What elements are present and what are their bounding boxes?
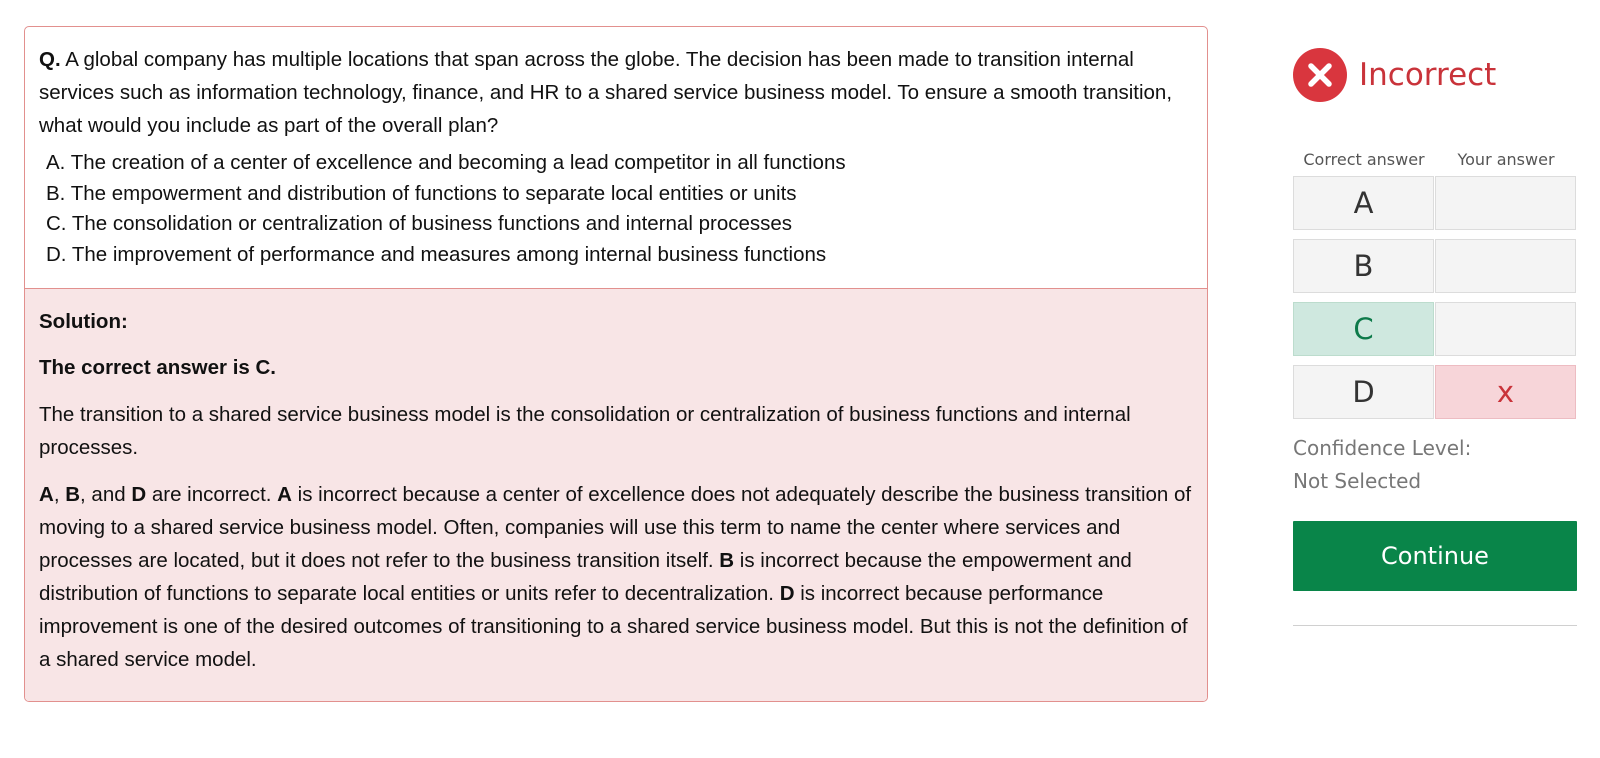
incorrect-explanation xyxy=(39,478,1193,676)
confidence-label: Confidence Level: xyxy=(1293,436,1472,460)
your-answer-header: Your answer xyxy=(1457,150,1555,169)
option-a: A. The creation of a center of excellence and becoming a lead competitor in all functions xyxy=(46,151,846,174)
text-segment: , and xyxy=(80,483,132,506)
correct-cell-a: A xyxy=(1293,176,1434,230)
answer-row-b xyxy=(1293,239,1576,293)
text-segment: is incorrect because the empowerment and distribution of functions to separate local entities or units refer to decentralization. xyxy=(39,549,1132,605)
answer-row-c xyxy=(1293,302,1576,356)
x-circle-icon xyxy=(1293,48,1347,102)
correct-cell-d: D xyxy=(1293,365,1434,419)
text-segment: are incorrect. xyxy=(146,483,278,506)
answer-table xyxy=(1293,176,1576,428)
answer-row-a xyxy=(1293,176,1576,230)
text-segment: , xyxy=(53,483,66,506)
solution-heading: Solution: xyxy=(39,310,128,333)
ref-b: B xyxy=(65,483,81,506)
ref-b: B xyxy=(719,549,735,572)
correct-answer-header: Correct answer xyxy=(1303,150,1425,169)
answer-row-d xyxy=(1293,365,1576,419)
status-label: Incorrect xyxy=(1359,57,1497,93)
option-c: C. The consolidation or centralization of business functions and internal processes xyxy=(46,212,793,235)
text-segment: is incorrect because performance improvement is one of the desired outcomes of transitioning to a shared service business model. But this is not the definition of a shared service model. xyxy=(39,582,1188,671)
text-segment: is incorrect because a center of excellence does not adequately describe the business transition of moving to a shared service business model. Often, companies will use this term to name the center where services and processes are located, but it does not refer to the business transition itself. xyxy=(39,483,1192,572)
solution-section xyxy=(25,289,1207,702)
ref-d: D xyxy=(131,483,147,506)
your-cell-c xyxy=(1435,302,1576,356)
question-card xyxy=(24,26,1208,702)
ref-d: D xyxy=(779,582,795,605)
correct-cell-b: B xyxy=(1293,239,1434,293)
continue-button[interactable]: Continue xyxy=(1293,521,1577,591)
option-d: D. The improvement of performance and measures among internal business functions xyxy=(46,242,827,266)
answer-table-header xyxy=(1293,150,1578,169)
correct-answer-line: The correct answer is C. xyxy=(39,356,276,379)
correct-cell-c: C xyxy=(1293,302,1434,356)
solution-explanation: The transition to a shared service business model is the consolidation or centralization of business functions and internal processes. xyxy=(39,403,1131,459)
question-section xyxy=(25,27,1207,289)
your-cell-a xyxy=(1435,176,1576,230)
question-body: A global company has multiple locations that span across the globe. The decision has been made to transition internal services such as information technology, finance, and HR to a shared service business model. To ensure a smooth transition, what would you include as part of the overall plan? xyxy=(39,48,1173,137)
ref-a: A xyxy=(39,483,54,506)
your-cell-d: x xyxy=(1435,365,1576,419)
question-prefix: Q. xyxy=(39,48,61,71)
x-mark-icon xyxy=(1305,60,1335,90)
options-list xyxy=(39,148,1193,270)
divider xyxy=(1293,625,1577,626)
option-b: B. The empowerment and distribution of functions to separate local entities or units xyxy=(46,181,797,205)
result-status xyxy=(1293,48,1496,102)
result-panel xyxy=(1293,0,1578,758)
your-cell-b xyxy=(1435,239,1576,293)
confidence-level xyxy=(1293,432,1471,498)
question-text xyxy=(39,43,1193,142)
ref-a: A xyxy=(277,483,292,506)
confidence-value: Not Selected xyxy=(1293,469,1422,493)
